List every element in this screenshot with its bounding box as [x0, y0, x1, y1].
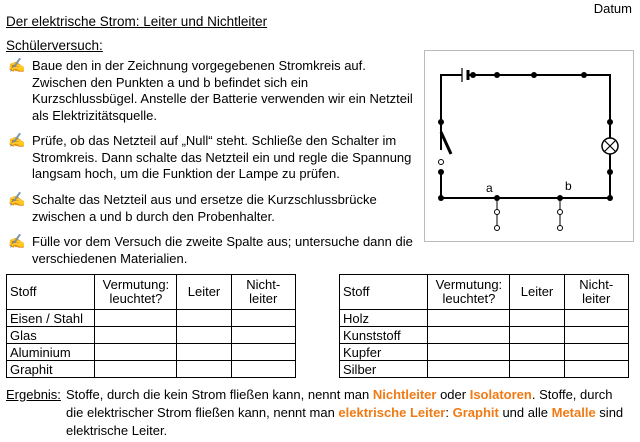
- table-row: Kupfer: [340, 344, 629, 361]
- page-title: Der elektrische Strom: Leiter und Nichtleiter: [6, 14, 268, 29]
- point-a-label: a: [486, 181, 493, 195]
- switch-lever: [441, 132, 451, 154]
- answer-nichtleiter: Nichtleiter: [372, 387, 437, 402]
- instruction-step-4: ✍ Fülle vor dem Versuch die zweite Spalte aus; untersuche dann die verschiedenen Materialien.: [8, 233, 413, 266]
- result-label: Ergebnis:: [6, 387, 61, 402]
- table-row: Graphit: [7, 361, 296, 378]
- answer-elektrische-leiter: elektrische Leiter: [338, 405, 446, 420]
- section-heading: Schülerversuch:: [6, 38, 103, 53]
- table-row: Kunststoff: [340, 327, 629, 344]
- instruction-step-1: ✍ Baue den in der Zeichnung vorgegebenen Stromkreis auf. Zwischen den Punkten a und b befindet sich ein Kurzschlussbügel. Anstelle der Batterie verwenden wir ein Netzteil als Elektrizitätsquelle.: [8, 57, 413, 123]
- wire-top-right: [468, 75, 610, 198]
- materials-table-left: Stoff Vermutung: leuchtet? Leiter Nicht- leiter Eisen / Stahl Glas Aluminium Graphit: [6, 274, 296, 378]
- hand-pencil-icon: ✍: [8, 132, 26, 148]
- switch-contact: [439, 160, 444, 165]
- table-row: Glas: [7, 327, 296, 344]
- point-b-label: b: [565, 179, 572, 193]
- table-row: Holz: [340, 310, 629, 327]
- hand-pencil-icon: ✍: [8, 57, 26, 73]
- table-row: Silber: [340, 361, 629, 378]
- circuit-diagram: [424, 50, 634, 242]
- instruction-step-3: ✍ Schalte das Netzteil aus und ersetze die Kurzschlussbrücke zwischen a und b durch den Probenhalter.: [8, 191, 377, 224]
- date-label: Datum: [593, 1, 632, 16]
- answer-isolatoren: Isolatoren: [469, 387, 532, 402]
- table-row: Aluminium: [7, 344, 296, 361]
- hand-pencil-icon: ✍: [8, 233, 26, 249]
- table-row: Eisen / Stahl: [7, 310, 296, 327]
- answer-metalle: Metalle: [551, 405, 596, 420]
- hand-pencil-icon: ✍: [8, 191, 26, 207]
- result-paragraph: Ergebnis: Stoffe, durch die kein Strom fließen kann, nennt man Nichtleiter oder Isolatoren. Stoffe, durch die elektrischer Strom fließen kann, nennt man elektrische Leiter: Graphit und alle Metalle sind elektrische Leiter.: [6, 387, 624, 438]
- instruction-step-2: ✍ Prüfe, ob das Netzteil auf „Null“ steht. Schließe den Schalter im Stromkreis. Dann schalte das Netzteil ein und regle die Spannung langsam hoch, um die Funktion der Lampe zu prüfen.: [8, 132, 412, 181]
- answer-graphit: Graphit: [452, 405, 499, 420]
- materials-table-right: Stoff Vermutung: leuchtet? Leiter Nicht- leiter Holz Kunststoff Kupfer Silber: [339, 274, 629, 378]
